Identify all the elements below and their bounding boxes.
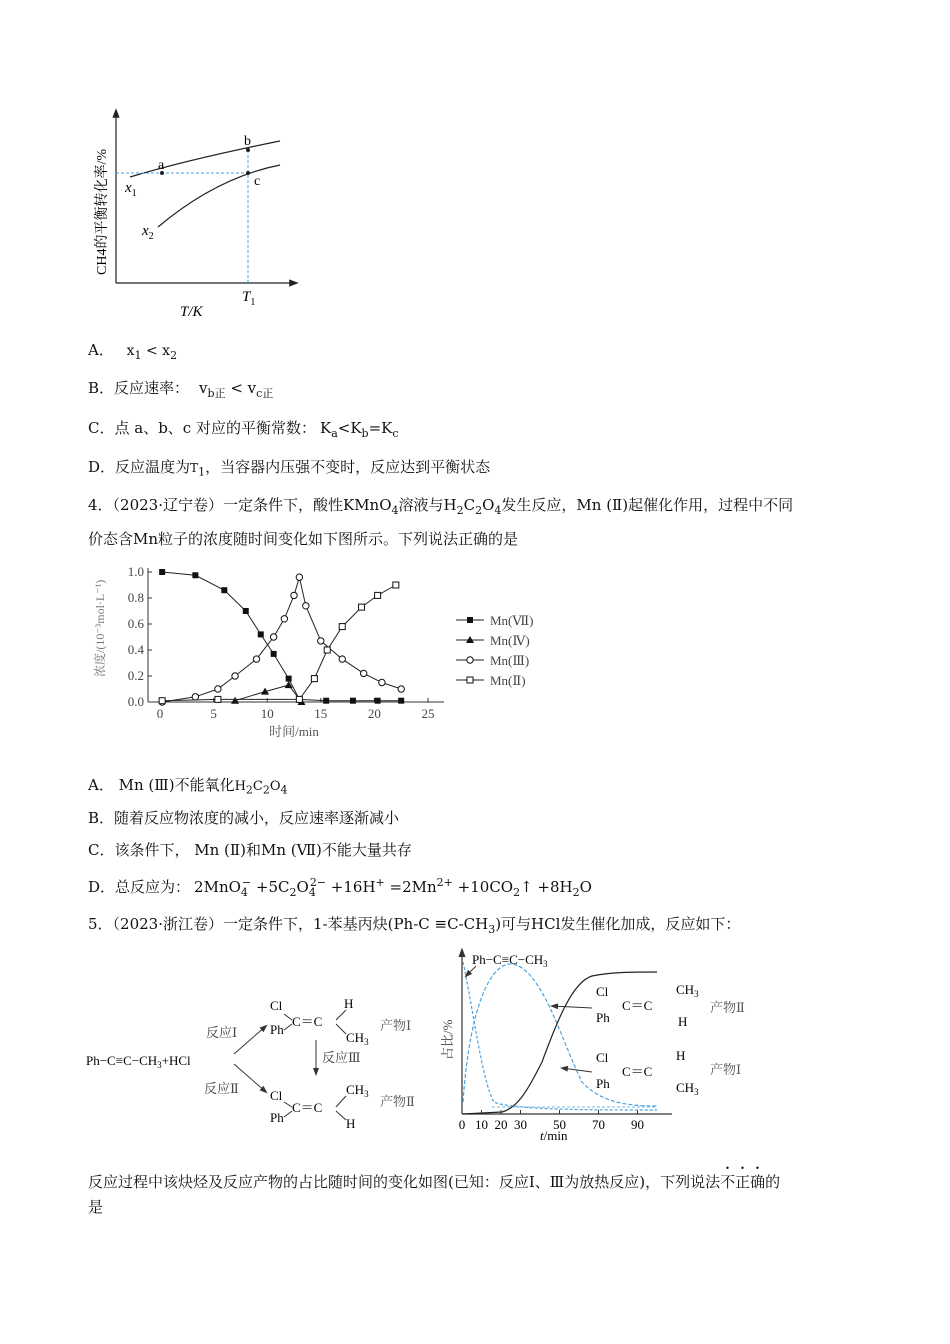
data-point (258, 631, 264, 637)
mn-concentration-chart (88, 562, 558, 762)
curve-x1 (130, 141, 280, 177)
series-line (162, 577, 401, 702)
legend-label: Mn(Ⅶ) (490, 613, 534, 628)
curve-x2-label: $x_2$ (142, 223, 154, 242)
point-b-label: b (244, 134, 251, 149)
svg-text:Ph: Ph (270, 1022, 284, 1037)
svg-text:Cl: Cl (270, 998, 283, 1013)
svg-text:Ph: Ph (270, 1110, 284, 1125)
legend-marker (467, 657, 473, 663)
x-tick-label: 5 (210, 706, 217, 721)
data-point (291, 592, 297, 598)
data-point (375, 698, 381, 704)
alkyne-curve (463, 962, 657, 1110)
q5-question-line2: 是 (88, 1198, 104, 1216)
reaction-3-label: 反应Ⅲ (322, 1050, 361, 1065)
data-point (215, 686, 221, 692)
svg-text:Cl: Cl (270, 1088, 283, 1103)
svg-text:Ph: Ph (596, 1010, 610, 1025)
y-axis-label: CH4的平衡转化率/% (95, 149, 110, 275)
data-point (360, 670, 366, 676)
data-point (192, 572, 198, 578)
series-line (162, 572, 401, 701)
curve-x1-label: $x_1$ (125, 180, 137, 199)
x-axis-label: T/K (180, 304, 203, 320)
x-tick-label: 30 (514, 1117, 527, 1132)
data-point (159, 569, 165, 575)
data-point (215, 696, 221, 702)
product-2-label: 产物Ⅱ (710, 1000, 745, 1015)
product-2-label: 产物Ⅱ (380, 1094, 415, 1109)
x-tick-label: 0 (156, 706, 164, 721)
data-point (398, 698, 404, 704)
y-tick-label: 0.6 (127, 616, 144, 631)
svg-text:Cl: Cl (596, 984, 609, 999)
reactant-text: $Ph-C\equiv C-CH_3+HCl$ (86, 1053, 191, 1070)
product-1-label: 产物Ⅰ (710, 1062, 742, 1077)
q3-option-d: D．反应温度为$T_1$，当容器内压强不变时，反应达到平衡状态 (88, 458, 491, 479)
q3-option-b: B．反应速率： $v_{b正} < v_{c正}$ (88, 379, 274, 400)
data-point (375, 592, 381, 598)
alkyne-label: $Ph-C\equiv C-CH_3$ (472, 952, 548, 969)
svg-text:Ph: Ph (596, 1076, 610, 1091)
x-tick-label: 10 (260, 706, 274, 721)
y-tick-label: 0.0 (127, 694, 144, 709)
reaction-scheme (84, 990, 444, 1130)
data-point (296, 696, 302, 702)
data-point (324, 647, 330, 653)
x-tick-label: 10 (475, 1117, 488, 1132)
proportion-figure (432, 942, 812, 1142)
q5-stem-line1: 5．（2023·浙江卷）一定条件下，1-苯基丙炔$(Ph-C \equiv C-CH_3)$可与HCl发生催化加成，反应如下： (88, 915, 741, 936)
y-tick-label: 0.8 (127, 590, 144, 605)
y-tick-label: 0.2 (127, 668, 144, 683)
data-point (253, 656, 259, 662)
product-2-curve (463, 972, 657, 1114)
data-point (286, 676, 292, 682)
x-tick-label: 70 (592, 1117, 605, 1132)
data-point (296, 574, 302, 580)
q4-option-c: C．该条件下， Mn (Ⅱ)和Mn (Ⅶ)不能大量共存 (88, 841, 412, 859)
data-point (318, 638, 324, 644)
product-1-curve (463, 964, 657, 1106)
product-1-label: 产物Ⅰ (380, 1018, 412, 1033)
data-point (393, 582, 399, 588)
q4-option-d: D．总反应为： $2MnO_4^- +5C_2O_4^{2-} +16H^+ =2Mn^{2+}$ $+10CO_2↑ +8H_2O$ (88, 876, 592, 899)
svg-text:C＝C: C＝C (292, 1100, 323, 1115)
legend-marker (467, 617, 473, 623)
svg-text:Cl: Cl (596, 1050, 609, 1065)
svg-text:CH3: $CH_3$ (676, 1080, 699, 1097)
legend-marker (467, 677, 473, 683)
q4-stem-line1: 4．（2023·辽宁卷）一定条件下，酸性KMnO$_4$溶液与$H_2C_2O_4$发生反应，Mn (Ⅱ)起催化作用，过程中不同 (88, 496, 794, 517)
point-c-label: c (254, 174, 261, 189)
arrow-reaction-1 (234, 1026, 266, 1054)
q4-option-b: B．随着反应物浓度的减小，反应速率逐渐减小 (88, 809, 400, 827)
data-point (311, 676, 317, 682)
legend-label: Mn(Ⅳ) (490, 633, 530, 648)
data-point (281, 616, 287, 622)
data-point (232, 673, 238, 679)
data-point (271, 651, 277, 657)
x-tick-label: 0 (458, 1117, 466, 1132)
y-axis-label: 占比/% (440, 1019, 455, 1060)
y-tick-label: 1.0 (127, 564, 144, 579)
x-tick-label: 20 (367, 706, 381, 721)
data-point (221, 587, 227, 593)
data-point (359, 604, 365, 610)
reaction-1-label: 反应Ⅰ (206, 1025, 238, 1040)
data-point (270, 634, 276, 640)
svg-text:C＝C: C＝C (292, 1014, 323, 1029)
svg-text:CH3: $CH_3$ (676, 982, 699, 999)
x-tick-label: 50 (553, 1117, 566, 1132)
q4-option-a: A． Mn (Ⅲ)不能氧化$H_2C_2O_4$ (88, 776, 288, 797)
data-point (192, 694, 198, 700)
svg-text:C＝C: C＝C (622, 998, 653, 1013)
data-point (339, 656, 345, 662)
svg-text:H: H (678, 1014, 688, 1029)
x-axis-label: t/min (540, 1128, 568, 1142)
q5-question-line1: 反应过程中该炔烃及反应产物的占比随时间的变化如图(已知：反应Ⅰ、Ⅲ为放热反应)，下列说法不正确的 (88, 1173, 781, 1191)
data-point (159, 698, 165, 704)
q3-option-c: C．点 a、b、c 对应的平衡常数： $K_a<K_b=K_c$ (88, 419, 399, 440)
data-point (398, 686, 404, 692)
legend-label: Mn(Ⅲ) (490, 653, 530, 668)
svg-text:C＝C: C＝C (622, 1064, 653, 1079)
t1-label: $T_1$ (242, 289, 256, 308)
data-point (303, 603, 309, 609)
svg-text:H: H (676, 1048, 686, 1063)
svg-text:H: H (344, 996, 354, 1011)
x-axis-label: 时间/min (269, 724, 319, 739)
data-point (323, 698, 329, 704)
svg-text:H: H (346, 1116, 356, 1130)
data-point (339, 624, 345, 630)
legend-label: Mn(Ⅱ) (490, 673, 526, 688)
y-tick-label: 0.4 (127, 642, 144, 657)
point-a-label: a (158, 158, 165, 173)
reaction-2-label: 反应Ⅱ (204, 1081, 239, 1096)
data-point (350, 698, 356, 704)
svg-text:CH3: $CH_3$ (346, 1030, 369, 1047)
q3-option-a: A． $x_1 < x_2$ (88, 341, 178, 362)
data-point (379, 679, 385, 685)
conversion-figure (80, 105, 310, 330)
q4-stem-line2: 价态含Mn粒子的浓度随时间变化如下图所示。下列说法正确的是 (88, 530, 519, 548)
y-axis-label: 浓度/(10⁻³mol·L⁻¹) (93, 579, 107, 677)
x-tick-label: 25 (421, 706, 435, 721)
curve-x2 (158, 165, 280, 227)
series-line (162, 585, 396, 701)
svg-text:CH3: $CH_3$ (346, 1082, 369, 1099)
x-tick-label: 90 (631, 1117, 644, 1132)
x-tick-label: 20 (494, 1117, 508, 1132)
data-point (243, 608, 249, 614)
x-tick-label: 15 (314, 706, 328, 721)
